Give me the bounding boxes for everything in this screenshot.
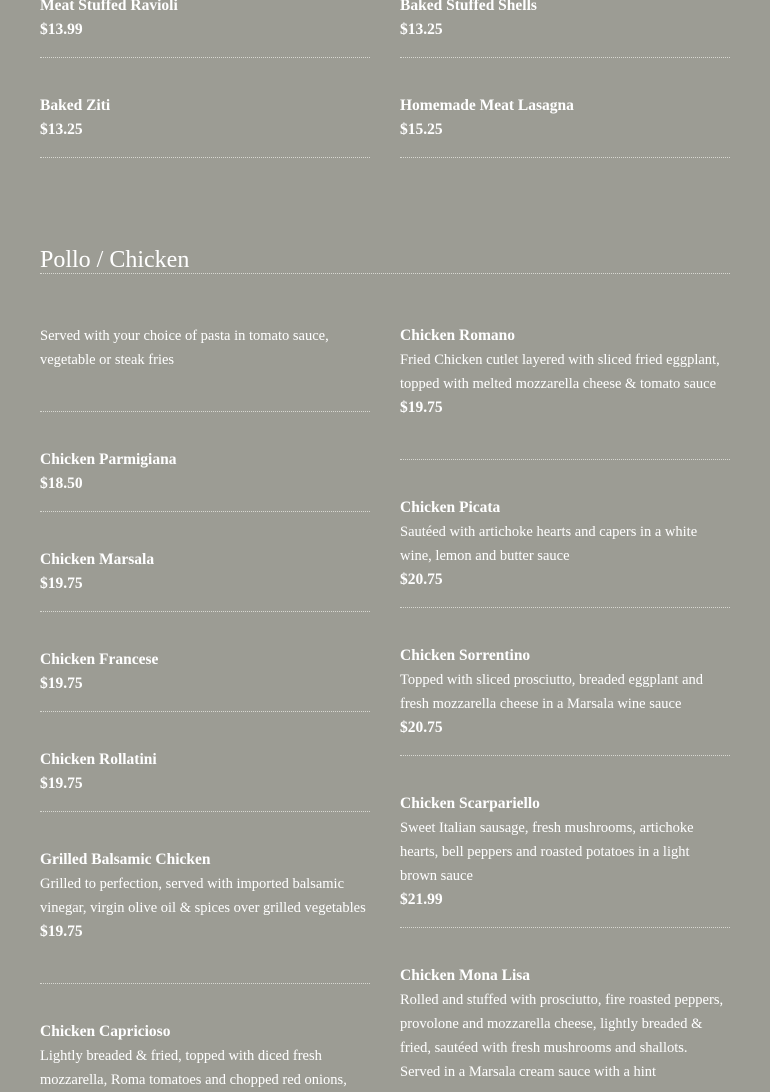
menu-item-title: Chicken Mona Lisa	[400, 967, 531, 984]
menu-item	[40, 1020, 370, 1092]
menu-item-title: Chicken Picata	[400, 499, 501, 516]
menu-item-title: Chicken Romano	[400, 327, 515, 344]
menu-item-price: $19.75	[40, 675, 83, 692]
menu-item-title: Grilled Balsamic Chicken	[40, 851, 211, 868]
menu-item-title: Baked Ziti	[40, 97, 111, 114]
item-divider	[40, 611, 370, 612]
item-divider	[40, 57, 370, 58]
menu-item-description: Sweet Italian sausage, fresh mushrooms, artichoke hearts, bell peppers and roasted potatoes in a light brown sauce	[400, 820, 694, 884]
section-title: Pollo / Chicken	[40, 247, 190, 273]
item-divider	[400, 57, 730, 58]
item-divider	[40, 983, 370, 984]
menu-item-description: Sautéed with artichoke hearts and capers in a white wine, lemon and butter sauce	[400, 524, 698, 564]
menu-item-price: $13.99	[40, 21, 83, 38]
menu-item-price: $18.50	[40, 475, 83, 492]
menu-item-title: Chicken Francese	[40, 651, 159, 668]
menu-item	[40, 648, 370, 696]
menu-item-title: Homemade Meat Lasagna	[400, 97, 574, 114]
item-divider	[40, 411, 370, 412]
menu-item-title: Chicken Sorrentino	[400, 647, 531, 664]
item-divider	[400, 755, 730, 756]
menu-item-title: Chicken Marsala	[40, 551, 155, 568]
menu-item	[40, 748, 370, 796]
menu-item	[40, 94, 370, 142]
menu-item-price: $15.25	[400, 121, 443, 138]
menu-item-title: Chicken Rollatini	[40, 751, 157, 768]
menu-item	[400, 496, 730, 592]
menu-item	[400, 792, 730, 912]
menu-item-title: Chicken Scarpariello	[400, 795, 540, 812]
item-divider	[400, 927, 730, 928]
item-divider	[40, 157, 370, 158]
menu-item-title: Meat Stuffed Ravioli	[40, 0, 178, 14]
menu-item-price: $19.75	[40, 575, 83, 592]
menu-item	[400, 0, 730, 42]
menu-item-price: $20.75	[400, 719, 443, 736]
item-divider	[40, 711, 370, 712]
menu-item-description: Fried Chicken cutlet layered with sliced fried eggplant, topped with melted mozzarella cheese & tomato sauce	[400, 352, 720, 392]
item-divider	[400, 607, 730, 608]
menu-item	[400, 644, 730, 740]
section-intro	[40, 324, 370, 372]
menu-item-title: Chicken Parmigiana	[40, 451, 177, 468]
menu-item-price: $20.75	[400, 571, 443, 588]
menu-item-description: Grilled to perfection, served with imported balsamic vinegar, virgin olive oil & spices over grilled vegetables	[40, 876, 366, 916]
menu-item-description: Topped with sliced prosciutto, breaded eggplant and fresh mozzarella cheese in a Marsala wine sauce	[400, 672, 703, 712]
menu-item	[400, 324, 730, 420]
item-divider	[40, 811, 370, 812]
menu-item-price: $19.75	[40, 923, 83, 940]
menu-item-price: $13.25	[400, 21, 443, 38]
menu-item	[40, 0, 370, 42]
menu-item-price: $19.75	[40, 775, 83, 792]
menu-item-price: $13.25	[40, 121, 83, 138]
menu-item-price: $19.75	[400, 399, 443, 416]
menu-item	[400, 94, 730, 142]
section-intro-text: Served with your choice of pasta in tomato sauce, vegetable or steak fries	[40, 328, 329, 368]
menu-item-price: $21.99	[400, 891, 443, 908]
menu-item-title: Baked Stuffed Shells	[400, 0, 537, 14]
menu-item-description: Rolled and stuffed with prosciutto, fire roasted peppers, provolone and mozzarella cheese, lightly breaded & fried, sautéed with fresh mushrooms and shallots. Served in a Marsala cream sauce with a hint	[400, 992, 724, 1080]
menu-item	[40, 448, 370, 496]
item-divider	[400, 157, 730, 158]
item-divider	[400, 459, 730, 460]
section-divider	[40, 273, 730, 274]
menu-item-description: Lightly breaded & fried, topped with diced fresh mozzarella, Roma tomatoes and chopped red onions,	[40, 1048, 347, 1088]
item-divider	[40, 511, 370, 512]
menu-item	[40, 848, 370, 944]
menu-item	[400, 964, 730, 1084]
menu-item-title: Chicken Capricioso	[40, 1023, 171, 1040]
menu-item	[40, 548, 370, 596]
